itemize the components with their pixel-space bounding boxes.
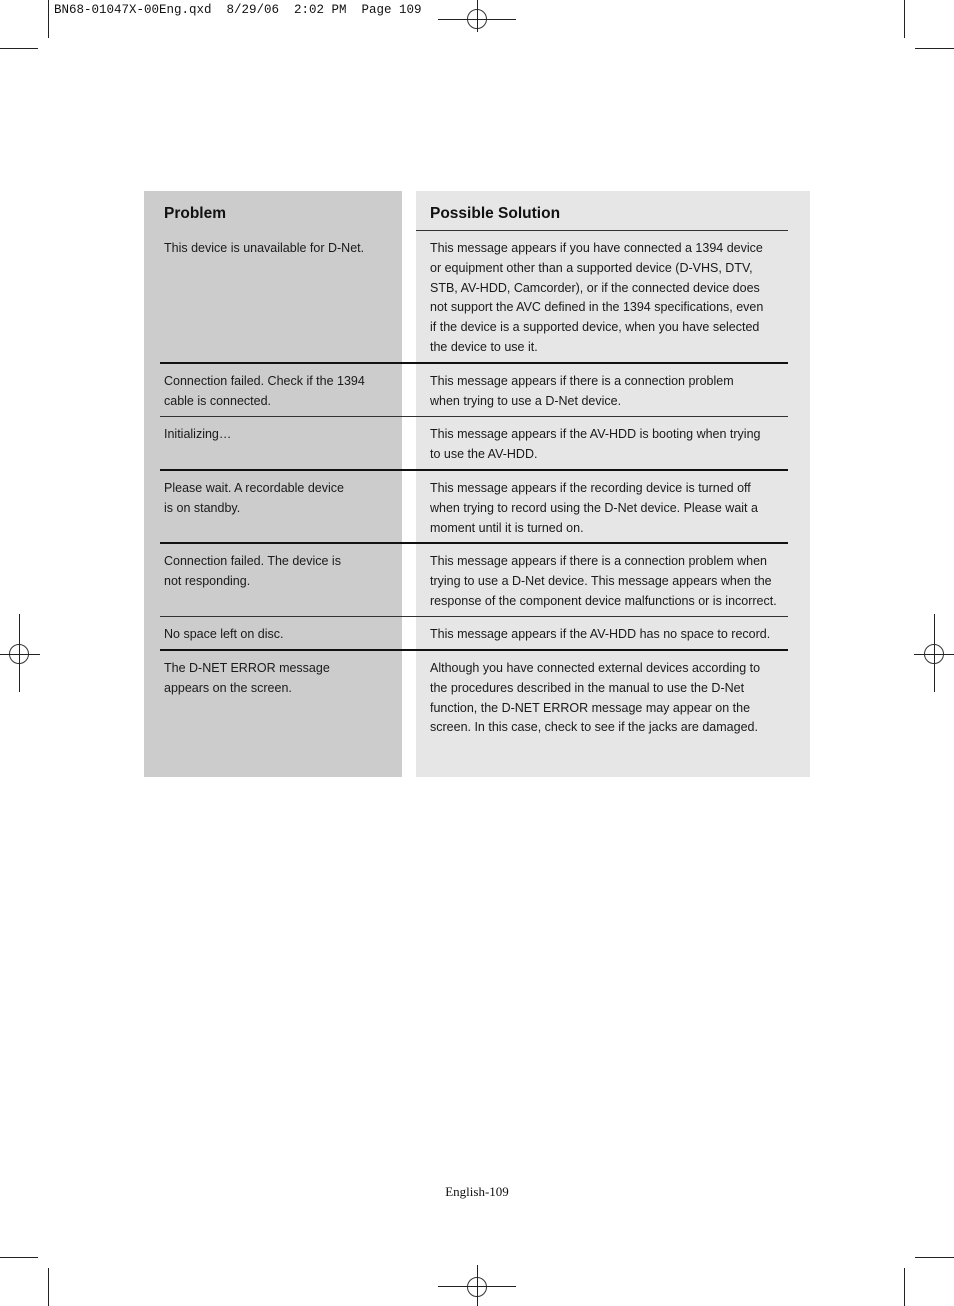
row-divider — [160, 542, 788, 544]
solution-cell: This message appears if there is a connection problem when trying to use a D-Net device. — [430, 374, 734, 408]
solution-column-header: Possible Solution — [430, 205, 561, 222]
solution-cell: Although you have connected external devices according to the procedures described in the manual to use the D-Net function, the D-NET ERROR message may appear on the screen. In this case, check to see if the jacks are damaged. — [430, 661, 761, 735]
problem-cell: No space left on disc. — [164, 627, 284, 641]
print-slug: BN68-01047X-00Eng.qxd 8/29/06 2:02 PM Page 109 — [54, 3, 422, 17]
problem-cell: This device is unavailable for D-Net. — [164, 241, 365, 255]
page-number: English-109 — [445, 1184, 509, 1199]
solution-cell: This message appears if you have connected a 1394 device or equipment other than a supported device (D-VHS, DTV, STB, AV-HDD, Camcorder), or if the connected device does not support the AVC defined in the 1394 specifications, even if the device is a supported device, when you have selected the device to use it. — [430, 241, 764, 354]
solution-cell: This message appears if the AV-HDD is booting when trying to use the AV-HDD. — [430, 427, 761, 461]
header-divider — [416, 230, 788, 231]
solution-cell: This message appears if the recording device is turned off when trying to record using the D-Net device. Please wait a moment until it is turned on. — [430, 481, 758, 535]
problem-cell: Please wait. A recordable device is on standby. — [164, 481, 344, 515]
solution-cell: This message appears if the AV-HDD has no space to record. — [430, 627, 771, 641]
row-divider — [160, 649, 788, 651]
row-divider — [160, 616, 788, 617]
row-divider — [160, 469, 788, 471]
problem-cell: Connection failed. The device is not responding. — [164, 554, 341, 588]
problem-cell: Initializing… — [164, 427, 232, 441]
problem-column-header: Problem — [164, 205, 227, 222]
problem-cell: Connection failed. Check if the 1394 cable is connected. — [164, 374, 365, 408]
row-divider — [160, 362, 788, 364]
row-divider — [160, 416, 788, 417]
solution-cell: This message appears if there is a connection problem when trying to use a D-Net device. This message appears when the response of the component device malfunctions or is incorrect. — [430, 554, 777, 608]
problem-cell: The D-NET ERROR message appears on the screen. — [164, 661, 330, 695]
